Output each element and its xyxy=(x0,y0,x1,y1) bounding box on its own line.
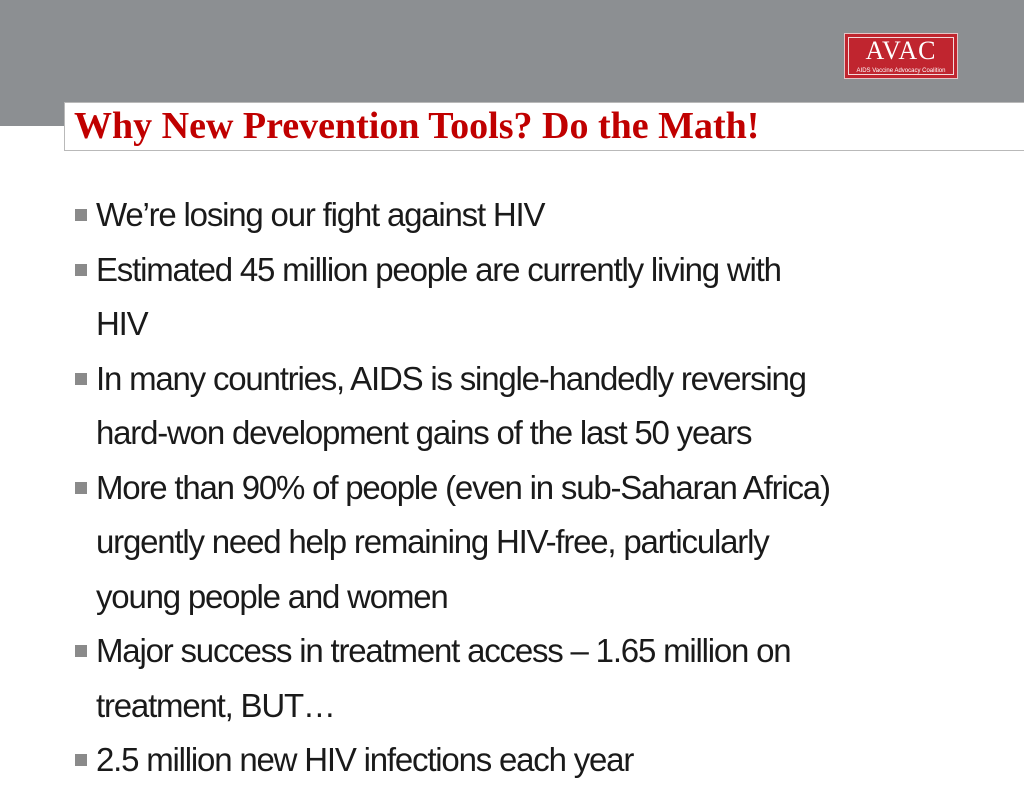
square-bullet-icon xyxy=(75,264,87,276)
bullet-line: In many countries, AIDS is single-handedly reversing xyxy=(96,359,806,397)
bullet-item xyxy=(0,352,1024,461)
bullet-item xyxy=(0,188,1024,243)
bullet-item xyxy=(0,624,1024,733)
bullet-line: hard-won development gains of the last 50 years xyxy=(96,414,752,451)
bullet-line: urgently need help remaining HIV-free, particularly xyxy=(96,523,769,560)
bullet-item xyxy=(0,243,1024,352)
logo-subtitle: AIDS Vaccine Advocacy Coalition xyxy=(856,68,946,74)
bullet-line: 2.5 million new HIV infections each year xyxy=(96,741,634,778)
square-bullet-icon xyxy=(75,209,87,221)
bullet-line: young people and women xyxy=(96,577,448,615)
square-bullet-icon xyxy=(75,482,87,494)
avac-logo xyxy=(844,33,958,79)
square-bullet-icon xyxy=(75,373,87,385)
square-bullet-icon xyxy=(75,645,87,657)
bullet-line: HIV xyxy=(96,305,148,342)
square-bullet-icon xyxy=(75,754,87,766)
bullet-line: Major success in treatment access – 1.65 million on xyxy=(96,632,791,669)
bullet-item xyxy=(0,461,1024,625)
bullet-list xyxy=(0,188,1024,788)
bullet-line: More than 90% of people (even in sub-Saharan Africa) xyxy=(96,468,830,506)
bullet-line: We’re losing our fight against HIV xyxy=(96,196,545,233)
slide-title: Why New Prevention Tools? Do the Math! xyxy=(74,105,760,147)
bullet-item xyxy=(0,733,1024,788)
bullet-line: treatment, BUT… xyxy=(96,686,335,724)
title-box xyxy=(64,102,1024,151)
logo-text: AVAC xyxy=(865,36,937,65)
bullet-line: Estimated 45 million people are currently living with xyxy=(96,250,781,288)
